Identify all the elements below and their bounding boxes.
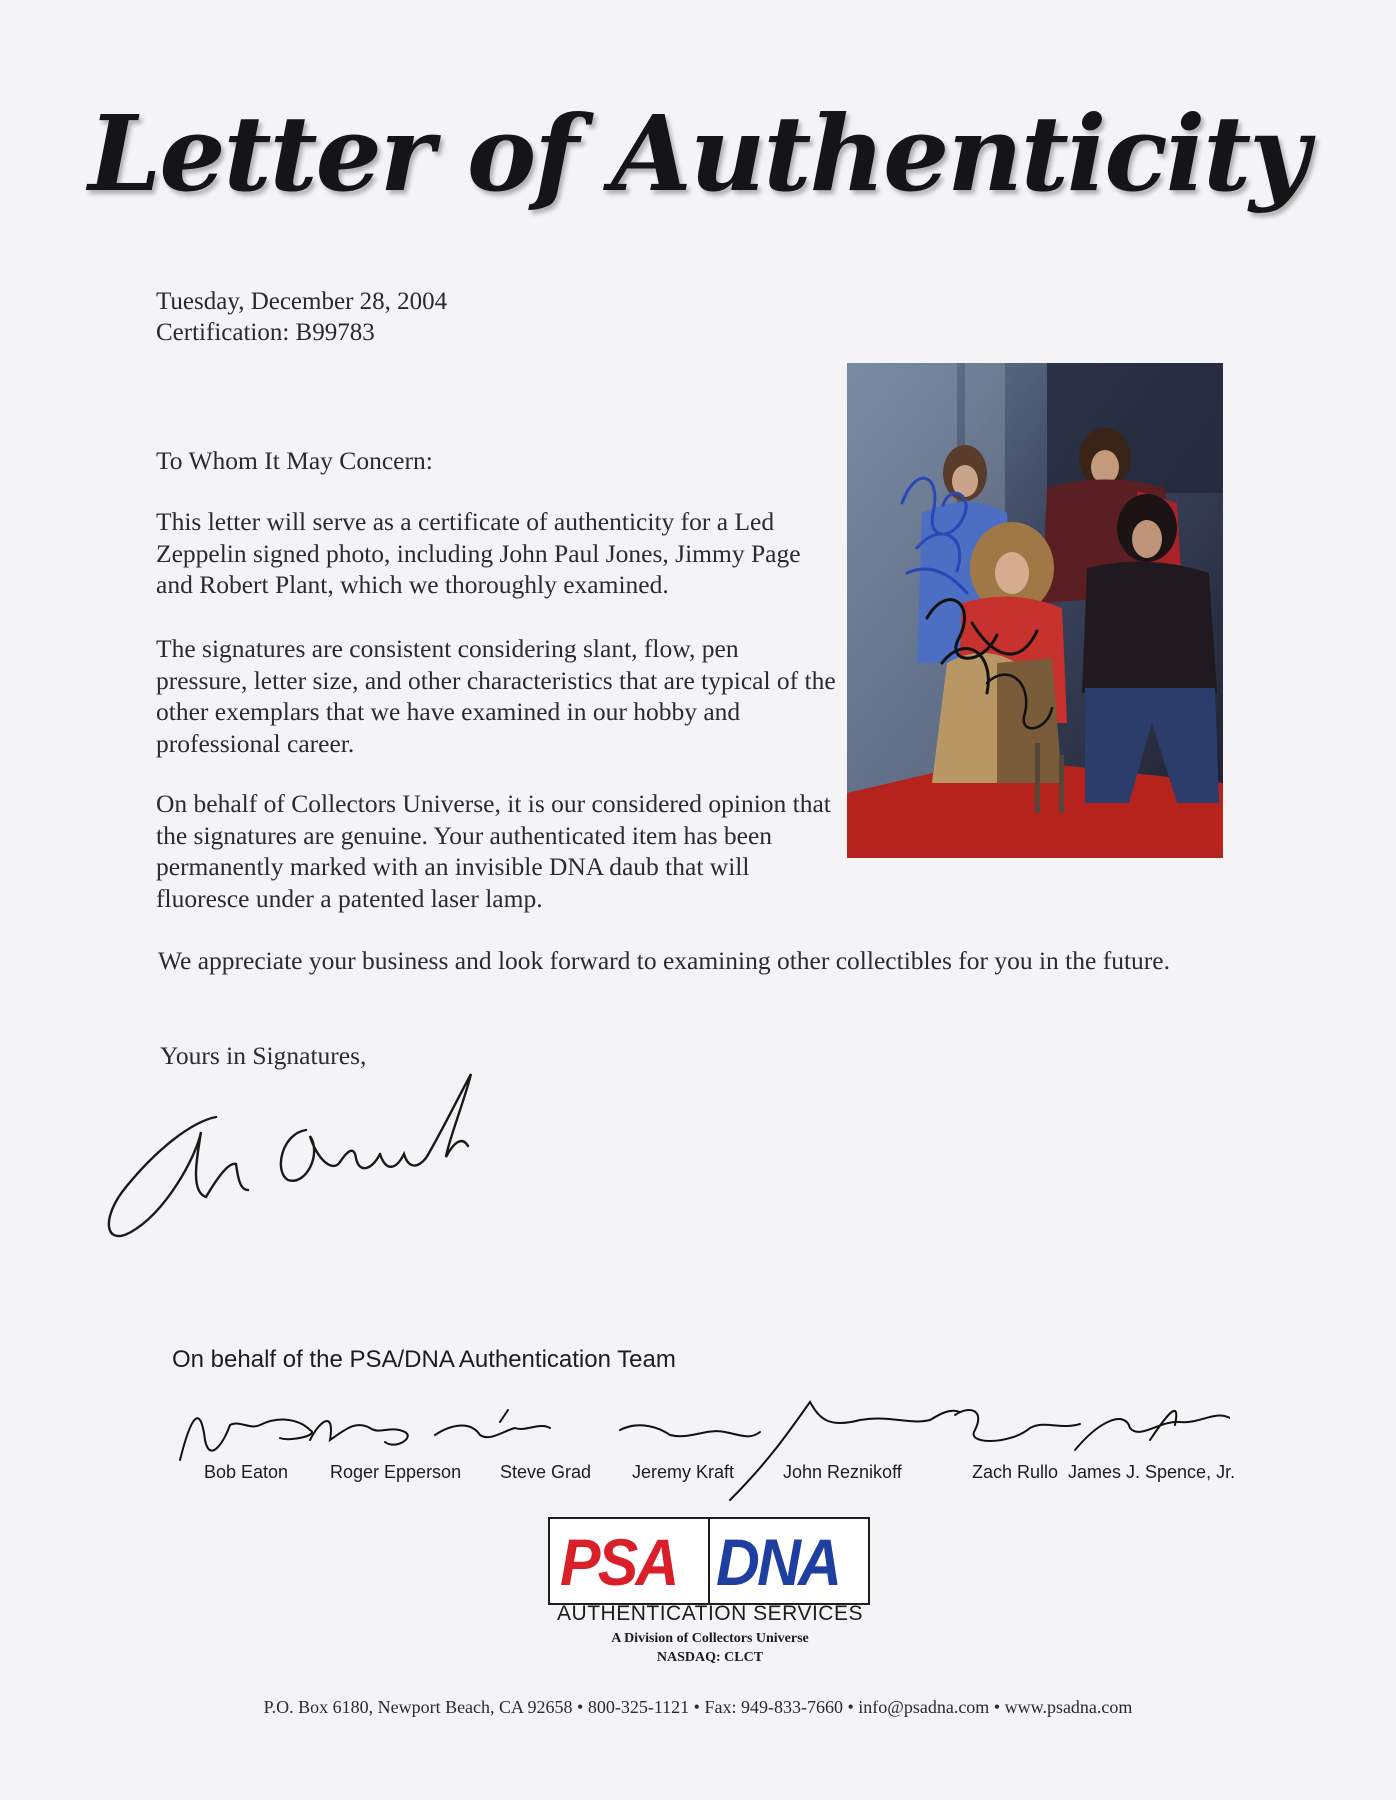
letter-title: Letter of Authenticity [88,92,1308,215]
team-heading: On behalf of the PSA/DNA Authentication Team [172,1346,676,1373]
handwritten-signature [96,1062,556,1262]
letter-meta [156,286,447,348]
closing: Yours in Signatures, [160,1041,367,1070]
authentication-services: AUTHENTICATION SERVICES [557,1602,863,1625]
signed-band-photo [847,363,1223,858]
team-member-name: John Reznikoff [783,1462,902,1482]
team-member-name: Steve Grad [500,1462,592,1482]
certification-number: Certification: B99783 [156,319,375,346]
logo-divider [708,1519,710,1603]
division-text: A Division of Collectors Universe [611,1631,809,1646]
greeting: To Whom It May Concern: [156,446,433,475]
paragraph-2: The signatures are consistent considering slant, flow, pen pressure, letter size, and other characteristics that are typical of the other exemplars that we have examined in our hobby and professional career. [156,634,836,758]
dna-logo-text: DNA [716,1525,840,1599]
team-member-name: James J. Spence, Jr. [1068,1462,1236,1482]
team-member-name: Roger Epperson [330,1462,462,1482]
team-signatures [170,1380,1230,1520]
team-member-name: Zach Rullo [972,1462,1059,1482]
paragraph-4: We appreciate your business and look forward to examining other collectibles for you in the future. [158,946,1170,975]
psa-dna-logo [548,1517,870,1605]
paragraph-1: This letter will serve as a certificate of authenticity for a Led Zeppelin signed photo, including John Paul Jones, Jimmy Page and Robert Plant, which we thoroughly examined. [156,507,801,599]
nasdaq-text: NASDAQ: CLCT [656,1650,764,1665]
letter-date: Tuesday, December 28, 2004 [156,288,448,315]
psa-logo-text: PSA [560,1525,677,1599]
contact-footer: P.O. Box 6180, Newport Beach, CA 92658 • 800-325-1121 • Fax: 949-833-7660 • info@psadna.com • www.psadna.com [263,1697,1133,1717]
team-member-name: Jeremy Kraft [632,1462,735,1482]
team-member-name: Bob Eaton [204,1462,289,1482]
paragraph-3: On behalf of Collectors Universe, it is our considered opinion that the signatures are genuine. Your authenticated item has been permanently marked with an invisible DNA daub that will fluoresce under a patented laser lamp. [156,789,831,913]
